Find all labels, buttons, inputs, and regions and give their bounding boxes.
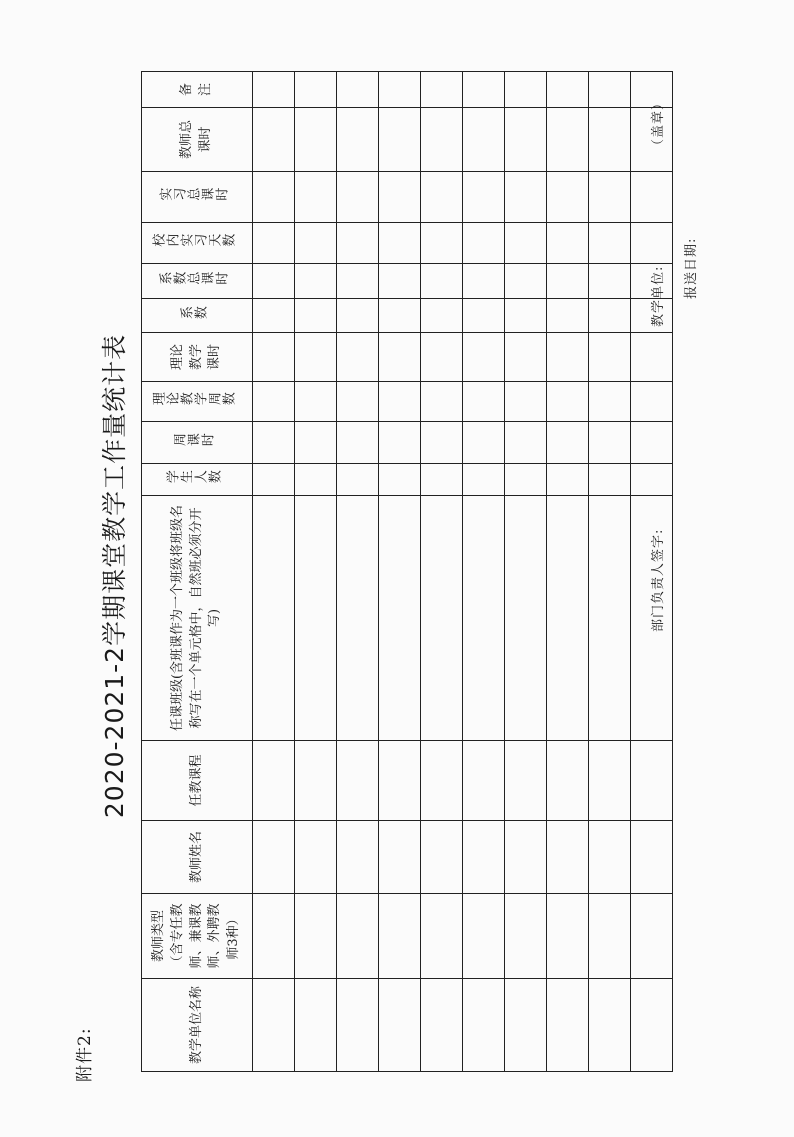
table-cell[interactable] bbox=[505, 333, 547, 382]
table-cell[interactable] bbox=[421, 496, 463, 741]
table-cell[interactable] bbox=[337, 72, 379, 108]
table-cell[interactable] bbox=[463, 422, 505, 464]
table-cell[interactable] bbox=[379, 496, 421, 741]
table-cell[interactable] bbox=[295, 172, 337, 223]
table-cell[interactable] bbox=[631, 979, 673, 1072]
table-cell[interactable] bbox=[421, 172, 463, 223]
table-row bbox=[547, 72, 589, 1072]
table-cell[interactable] bbox=[589, 264, 631, 299]
table-cell[interactable] bbox=[547, 223, 589, 264]
table-cell[interactable] bbox=[379, 264, 421, 299]
table-cell[interactable] bbox=[463, 333, 505, 382]
table-cell[interactable] bbox=[253, 264, 295, 299]
table-cell[interactable] bbox=[421, 299, 463, 333]
table-cell[interactable] bbox=[463, 741, 505, 821]
table-cell[interactable] bbox=[547, 741, 589, 821]
table-cell[interactable] bbox=[589, 382, 631, 422]
header-cell-internship-hours: 实习总课时 bbox=[142, 172, 253, 223]
table-cell[interactable] bbox=[505, 223, 547, 264]
header-cell-course: 任教课程 bbox=[142, 741, 253, 821]
table-cell[interactable] bbox=[505, 821, 547, 894]
header-cell-unit-name: 教学单位名称 bbox=[142, 979, 253, 1072]
table-cell[interactable] bbox=[589, 299, 631, 333]
table-cell[interactable] bbox=[337, 741, 379, 821]
header-cell-teacher-name: 教师姓名 bbox=[142, 821, 253, 894]
table-cell[interactable] bbox=[379, 894, 421, 979]
table-cell[interactable] bbox=[253, 223, 295, 264]
header-cell-teacher-total-hours: 教师总课时 bbox=[142, 108, 253, 172]
table-cell[interactable] bbox=[337, 979, 379, 1072]
table-cell[interactable] bbox=[253, 496, 295, 741]
table-cell[interactable] bbox=[547, 894, 589, 979]
table-cell[interactable] bbox=[463, 72, 505, 108]
header-cell-theory-weeks: 理论教学周数 bbox=[142, 382, 253, 422]
table-cell[interactable] bbox=[589, 108, 631, 172]
table-cell[interactable] bbox=[295, 108, 337, 172]
table-cell[interactable] bbox=[463, 382, 505, 422]
table-cell[interactable] bbox=[505, 299, 547, 333]
table-cell[interactable] bbox=[631, 382, 673, 422]
table-cell[interactable] bbox=[295, 741, 337, 821]
table-cell[interactable] bbox=[505, 172, 547, 223]
table-cell[interactable] bbox=[505, 72, 547, 108]
table-cell[interactable] bbox=[379, 223, 421, 264]
table-cell[interactable] bbox=[253, 464, 295, 496]
table-row bbox=[253, 72, 295, 1072]
table-cell[interactable] bbox=[589, 496, 631, 741]
table-cell[interactable] bbox=[505, 979, 547, 1072]
table-cell[interactable] bbox=[589, 333, 631, 382]
table-cell[interactable] bbox=[337, 333, 379, 382]
table-cell[interactable] bbox=[589, 72, 631, 108]
table-cell[interactable] bbox=[379, 333, 421, 382]
table-cell[interactable] bbox=[295, 464, 337, 496]
table-cell[interactable] bbox=[589, 821, 631, 894]
table-cell[interactable] bbox=[547, 422, 589, 464]
table-cell[interactable] bbox=[379, 464, 421, 496]
table-cell[interactable] bbox=[379, 422, 421, 464]
table-cell[interactable] bbox=[505, 464, 547, 496]
table-cell[interactable] bbox=[337, 299, 379, 333]
table-cell[interactable] bbox=[463, 108, 505, 172]
table-cell[interactable] bbox=[337, 108, 379, 172]
table-cell[interactable] bbox=[547, 496, 589, 741]
header-cell-coefficient-hours: 系数总课时 bbox=[142, 264, 253, 299]
table-cell[interactable] bbox=[505, 264, 547, 299]
table-cell[interactable] bbox=[463, 223, 505, 264]
table-cell[interactable] bbox=[337, 422, 379, 464]
table-cell[interactable] bbox=[253, 382, 295, 422]
table-cell[interactable] bbox=[589, 223, 631, 264]
table-cell[interactable] bbox=[253, 821, 295, 894]
table-cell[interactable] bbox=[421, 223, 463, 264]
table-row bbox=[505, 72, 547, 1072]
table-cell[interactable] bbox=[379, 108, 421, 172]
table-cell[interactable] bbox=[547, 299, 589, 333]
report-date-label: 报送日期: bbox=[684, 237, 699, 299]
table-cell[interactable] bbox=[421, 741, 463, 821]
table-cell[interactable] bbox=[379, 821, 421, 894]
table-cell[interactable] bbox=[463, 264, 505, 299]
table-cell[interactable] bbox=[631, 464, 673, 496]
table-cell[interactable] bbox=[547, 979, 589, 1072]
table-cell[interactable] bbox=[337, 496, 379, 741]
table-cell[interactable] bbox=[421, 464, 463, 496]
table-cell[interactable] bbox=[253, 894, 295, 979]
table-cell[interactable] bbox=[421, 894, 463, 979]
table-cell[interactable] bbox=[253, 72, 295, 108]
table-cell[interactable] bbox=[589, 894, 631, 979]
table-cell[interactable] bbox=[379, 172, 421, 223]
table-cell[interactable] bbox=[547, 72, 589, 108]
table-cell[interactable] bbox=[421, 821, 463, 894]
table-cell[interactable] bbox=[421, 108, 463, 172]
table-cell[interactable] bbox=[253, 108, 295, 172]
table-cell[interactable] bbox=[253, 741, 295, 821]
table-cell[interactable] bbox=[589, 464, 631, 496]
table-cell[interactable] bbox=[421, 382, 463, 422]
header-cell-theory-hours: 理论教学课时 bbox=[142, 333, 253, 382]
dept-head-signature-label: 部门负责人签字: bbox=[651, 528, 666, 632]
table-cell[interactable] bbox=[295, 496, 337, 741]
header-cell-internship-days: 校内实习天数 bbox=[142, 223, 253, 264]
table-cell[interactable] bbox=[463, 172, 505, 223]
table-cell[interactable] bbox=[379, 382, 421, 422]
table-cell[interactable] bbox=[253, 979, 295, 1072]
table-cell[interactable] bbox=[337, 464, 379, 496]
table-cell[interactable] bbox=[631, 894, 673, 979]
header-cell-teacher-type: 教师类型（含专任教师、兼课教师、外聘教师3种） bbox=[142, 894, 253, 979]
header-cell-weekly-hours: 周课时 bbox=[142, 422, 253, 464]
table-cell[interactable] bbox=[253, 172, 295, 223]
table-cell[interactable] bbox=[295, 72, 337, 108]
seal-note: （盖章） bbox=[651, 95, 666, 152]
header-cell-class: 任课班级(含班课作为一个班级将班级名称写在一个单元格中，自然班必须分开写) bbox=[142, 496, 253, 741]
header-cell-student-count: 学生人数 bbox=[142, 464, 253, 496]
table-row bbox=[421, 72, 463, 1072]
table-cell[interactable] bbox=[421, 979, 463, 1072]
table-cell[interactable] bbox=[463, 821, 505, 894]
teaching-unit-label: 教学单位: bbox=[651, 265, 666, 327]
table-cell[interactable] bbox=[295, 422, 337, 464]
table-cell[interactable] bbox=[631, 422, 673, 464]
table-row bbox=[463, 72, 505, 1072]
header-cell-remarks: 备注 bbox=[142, 72, 253, 108]
table-cell[interactable] bbox=[295, 223, 337, 264]
table-cell[interactable] bbox=[337, 382, 379, 422]
table-cell[interactable] bbox=[547, 333, 589, 382]
table-cell[interactable] bbox=[295, 382, 337, 422]
table-cell[interactable] bbox=[295, 821, 337, 894]
table-cell[interactable] bbox=[505, 108, 547, 172]
table-cell[interactable] bbox=[505, 496, 547, 741]
table-cell[interactable] bbox=[295, 333, 337, 382]
table-cell[interactable] bbox=[463, 464, 505, 496]
table-cell[interactable] bbox=[379, 741, 421, 821]
table-row bbox=[379, 72, 421, 1072]
table-cell[interactable] bbox=[589, 172, 631, 223]
table-cell[interactable] bbox=[421, 333, 463, 382]
table-cell[interactable] bbox=[547, 821, 589, 894]
table-cell[interactable] bbox=[295, 299, 337, 333]
table-cell[interactable] bbox=[295, 894, 337, 979]
table-cell[interactable] bbox=[631, 223, 673, 264]
table-cell[interactable] bbox=[463, 299, 505, 333]
table-cell[interactable] bbox=[337, 223, 379, 264]
table-cell[interactable] bbox=[463, 496, 505, 741]
table-row bbox=[337, 72, 379, 1072]
table-cell[interactable] bbox=[547, 172, 589, 223]
table-cell[interactable] bbox=[463, 894, 505, 979]
table-cell[interactable] bbox=[589, 422, 631, 464]
table-cell[interactable] bbox=[547, 464, 589, 496]
table-cell[interactable] bbox=[379, 299, 421, 333]
table-cell[interactable] bbox=[631, 333, 673, 382]
table-cell[interactable] bbox=[421, 422, 463, 464]
table-cell[interactable] bbox=[631, 741, 673, 821]
table-cell[interactable] bbox=[337, 172, 379, 223]
table-cell[interactable] bbox=[337, 821, 379, 894]
table-cell[interactable] bbox=[505, 894, 547, 979]
table-cell[interactable] bbox=[631, 821, 673, 894]
table-cell[interactable] bbox=[547, 382, 589, 422]
table-cell[interactable] bbox=[547, 264, 589, 299]
table-cell[interactable] bbox=[631, 172, 673, 223]
table-body bbox=[253, 72, 673, 1072]
attachment-label: 附件2: bbox=[75, 1027, 95, 1082]
table-cell[interactable] bbox=[253, 299, 295, 333]
table-cell[interactable] bbox=[379, 72, 421, 108]
table-row bbox=[295, 72, 337, 1072]
header-row bbox=[142, 72, 253, 1072]
table-cell[interactable] bbox=[589, 741, 631, 821]
header-cell-coefficient: 系数 bbox=[142, 299, 253, 333]
table-cell[interactable] bbox=[547, 108, 589, 172]
table-cell[interactable] bbox=[589, 979, 631, 1072]
table-cell[interactable] bbox=[505, 741, 547, 821]
table-cell[interactable] bbox=[295, 264, 337, 299]
table-cell[interactable] bbox=[463, 979, 505, 1072]
table-cell[interactable] bbox=[379, 979, 421, 1072]
table-cell[interactable] bbox=[253, 333, 295, 382]
table-cell[interactable] bbox=[337, 894, 379, 979]
table-cell[interactable] bbox=[505, 382, 547, 422]
table-cell[interactable] bbox=[421, 264, 463, 299]
table-cell[interactable] bbox=[295, 979, 337, 1072]
table-cell[interactable] bbox=[505, 422, 547, 464]
table-row bbox=[589, 72, 631, 1072]
table-cell[interactable] bbox=[253, 422, 295, 464]
table-cell[interactable] bbox=[337, 264, 379, 299]
table-cell[interactable] bbox=[421, 72, 463, 108]
page-title: 2020-2021-2学期课堂教学工作量统计表 bbox=[100, 333, 129, 819]
workload-table bbox=[141, 71, 673, 1072]
